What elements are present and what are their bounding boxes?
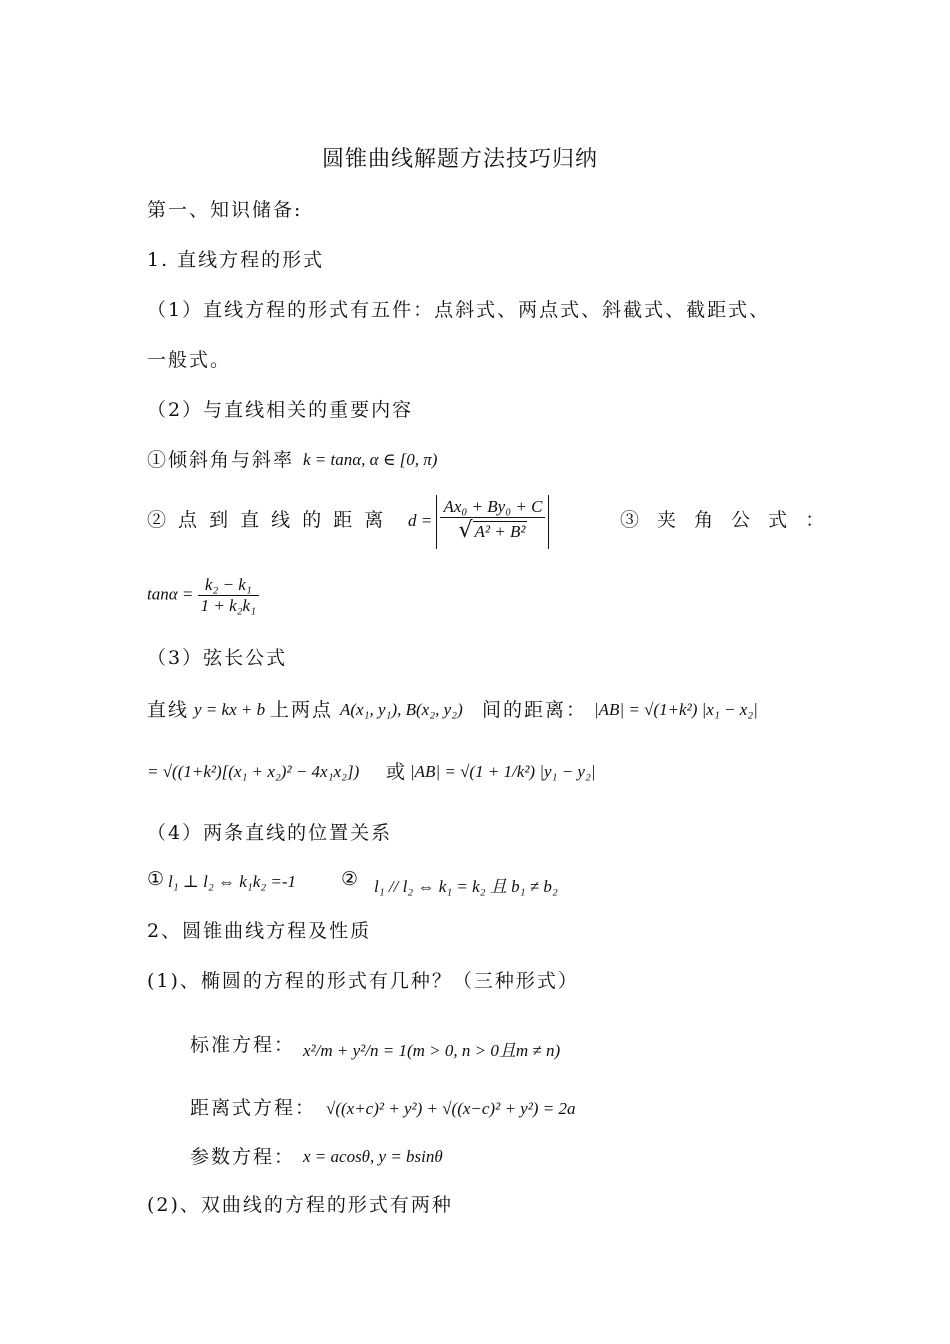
chord-formula-3: |AB| = √(1 + 1/k²) |y₁ − y₂| (410, 762, 596, 781)
item-label: ③ 夹 角 公 式 ： (620, 509, 831, 531)
item-marker: ① (147, 868, 167, 890)
paragraph: （1）直线方程的形式有五件：点斜式、两点式、斜截式、截距式、 (147, 299, 771, 321)
chord-formula-2: = √((1+k²)[(x₁ + x₂)² − 4x₁x₂]) (147, 762, 360, 781)
abs-value (436, 495, 549, 549)
sqrt-icon: √ (458, 518, 473, 543)
formula-numerator: Ax₀ + By₀ + C (440, 497, 545, 518)
section-heading: 第一、知识储备: (147, 199, 303, 221)
fraction (198, 575, 259, 616)
subheading: （2）与直线相关的重要内容 (147, 399, 414, 421)
formula-numerator: k₂ − k₁ (198, 575, 259, 596)
tan-formula (147, 575, 259, 616)
parallel-formula: l₁ // l₂ ⇔ k₁ = k₂ 且 b₁ ≠ b₂ (374, 877, 558, 896)
paragraph-text: 直线 (147, 699, 190, 721)
subheading: （3）弦长公式 (147, 647, 288, 669)
distance-formula (408, 495, 549, 549)
paragraph-text: 或 (386, 761, 408, 783)
points-formula: A(x₁, y₁), B(x₂, y₂) (340, 700, 463, 719)
item-label: ①倾斜角与斜率 (147, 449, 295, 471)
item-marker: ② (341, 868, 361, 890)
formula-denominator: √ A² + B² (458, 518, 526, 543)
paragraph-text: 上两点 (270, 699, 334, 721)
parametric-equation: x = acosθ, y = bsinθ (303, 1147, 443, 1166)
subheading: 1. 直线方程的形式 (147, 249, 325, 271)
line-formula: y = kx + b (194, 700, 266, 719)
chord-formula-1: |AB| = √(1+k²) |x₁ − x₂| (594, 700, 758, 719)
formula-lhs: d = (408, 510, 433, 530)
distance-equation: √((x+c)² + y²) + √((x−c)² + y²) = 2a (326, 1099, 576, 1118)
paragraph: 一般式。 (147, 349, 232, 371)
slope-formula: k = tanα, α ∈ [0, π) (303, 450, 438, 469)
paragraph: (1)、椭圆的方程的形式有几种？（三种形式） (147, 970, 579, 992)
paragraph-text: 间的距离： (482, 699, 588, 721)
item-label: ② 点 到 直 线 的 距 离 (147, 509, 387, 531)
formula-label: 参数方程： (190, 1146, 296, 1168)
formula-lhs: tanα = (147, 584, 194, 604)
subheading: 2、圆锥曲线方程及性质 (147, 920, 372, 942)
paragraph: (2)、双曲线的方程的形式有两种 (147, 1194, 453, 1216)
standard-equation: x²/m + y²/n = 1(m > 0, n > 0且m ≠ n) (303, 1041, 561, 1060)
formula-denominator: 1 + k₂k₁ (200, 596, 257, 615)
perpendicular-formula: l₁ ⊥ l₂ ⇔ k₁k₂ =-1 (168, 872, 297, 891)
formula-label: 标准方程： (190, 1034, 296, 1056)
subheading: （4）两条直线的位置关系 (147, 822, 393, 844)
page-title: 圆锥曲线解题方法技巧归纳 (322, 147, 599, 172)
formula-label: 距离式方程： (190, 1097, 317, 1119)
